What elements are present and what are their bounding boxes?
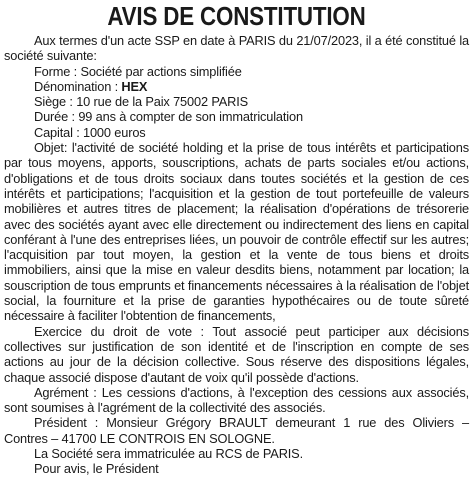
agrement-paragraph: Agrément : Les cessions d'actions, à l'exception des cessions aux associés, sont soumises à l'agrément de la collectivité des associés.: [4, 384, 469, 416]
capital-line: Capital : 1000 euros: [34, 124, 146, 140]
forme-line: Forme : Société par actions simplifiée: [34, 63, 242, 79]
signature-line: Pour avis, le Président: [34, 461, 159, 477]
duree-line: Durée : 99 ans à compter de son immatriculation: [34, 109, 303, 125]
denomination-line: [4, 79, 469, 94]
notice-title: AVIS DE CONSTITUTION: [107, 1, 366, 31]
rcs-line: La Société sera immatriculée au RCS de PARIS.: [34, 446, 303, 462]
denomination-label: Dénomination :: [34, 78, 122, 94]
objet-paragraph: Objet: l'activité de société holding et la prise de tous intérêts et participations par tous moyens, apports, souscriptions, achats de parts sociales et/ou actions, d'obligations et de tous droits sociaux dans toutes sociétés et la gestion de ces intérêts et participations; l'acquisition et la gestion de tout portefeuille de valeurs mobilières et autres titres de placement; la réalisation d'opérations de trésorerie avec des sociétés ayant avec elle directement ou indirectement des liens en capital conférant à l'une des entreprises liées, un pouvoir de contrôle effectif sur les autres; l'acquisition par tout moyen, la gestion et la vente de tous biens et droits immobiliers, ainsi que la mise en valeur desdits biens, notamment par location; la souscription de tous emprunts et financements nécessaires à la réalisation de l'objet social, la fourniture et la prise de garanties hypothécaires ou de toute sûreté nécessaire à faciliter l'obtention de financements,: [4, 140, 469, 324]
intro-paragraph: Aux termes d'un acte SSP en date à PARIS du 21/07/2023, il a été constitué la société suivante:: [4, 33, 469, 64]
legal-notice: [0, 1, 473, 477]
denomination-value: HEX: [121, 78, 148, 94]
notice-body: [4, 33, 469, 477]
president-paragraph: Président : Monsieur Grégory BRAULT demeurant 1 rue des Oliviers – Contres – 41700 LE CONTROIS EN SOLOGNE.: [4, 415, 469, 446]
vote-paragraph: Exercice du droit de vote : Tout associé peut participer aux décisions collectives sur justification de son identité et de l'inscription en compte de ses actions au jour de la décision collective. Sous réserve des dispositions légales, chaque associé dispose d'autant de voix qu'il possède d'actions.: [4, 323, 469, 385]
siege-line: Siège : 10 rue de la Paix 75002 PARIS: [34, 94, 249, 110]
